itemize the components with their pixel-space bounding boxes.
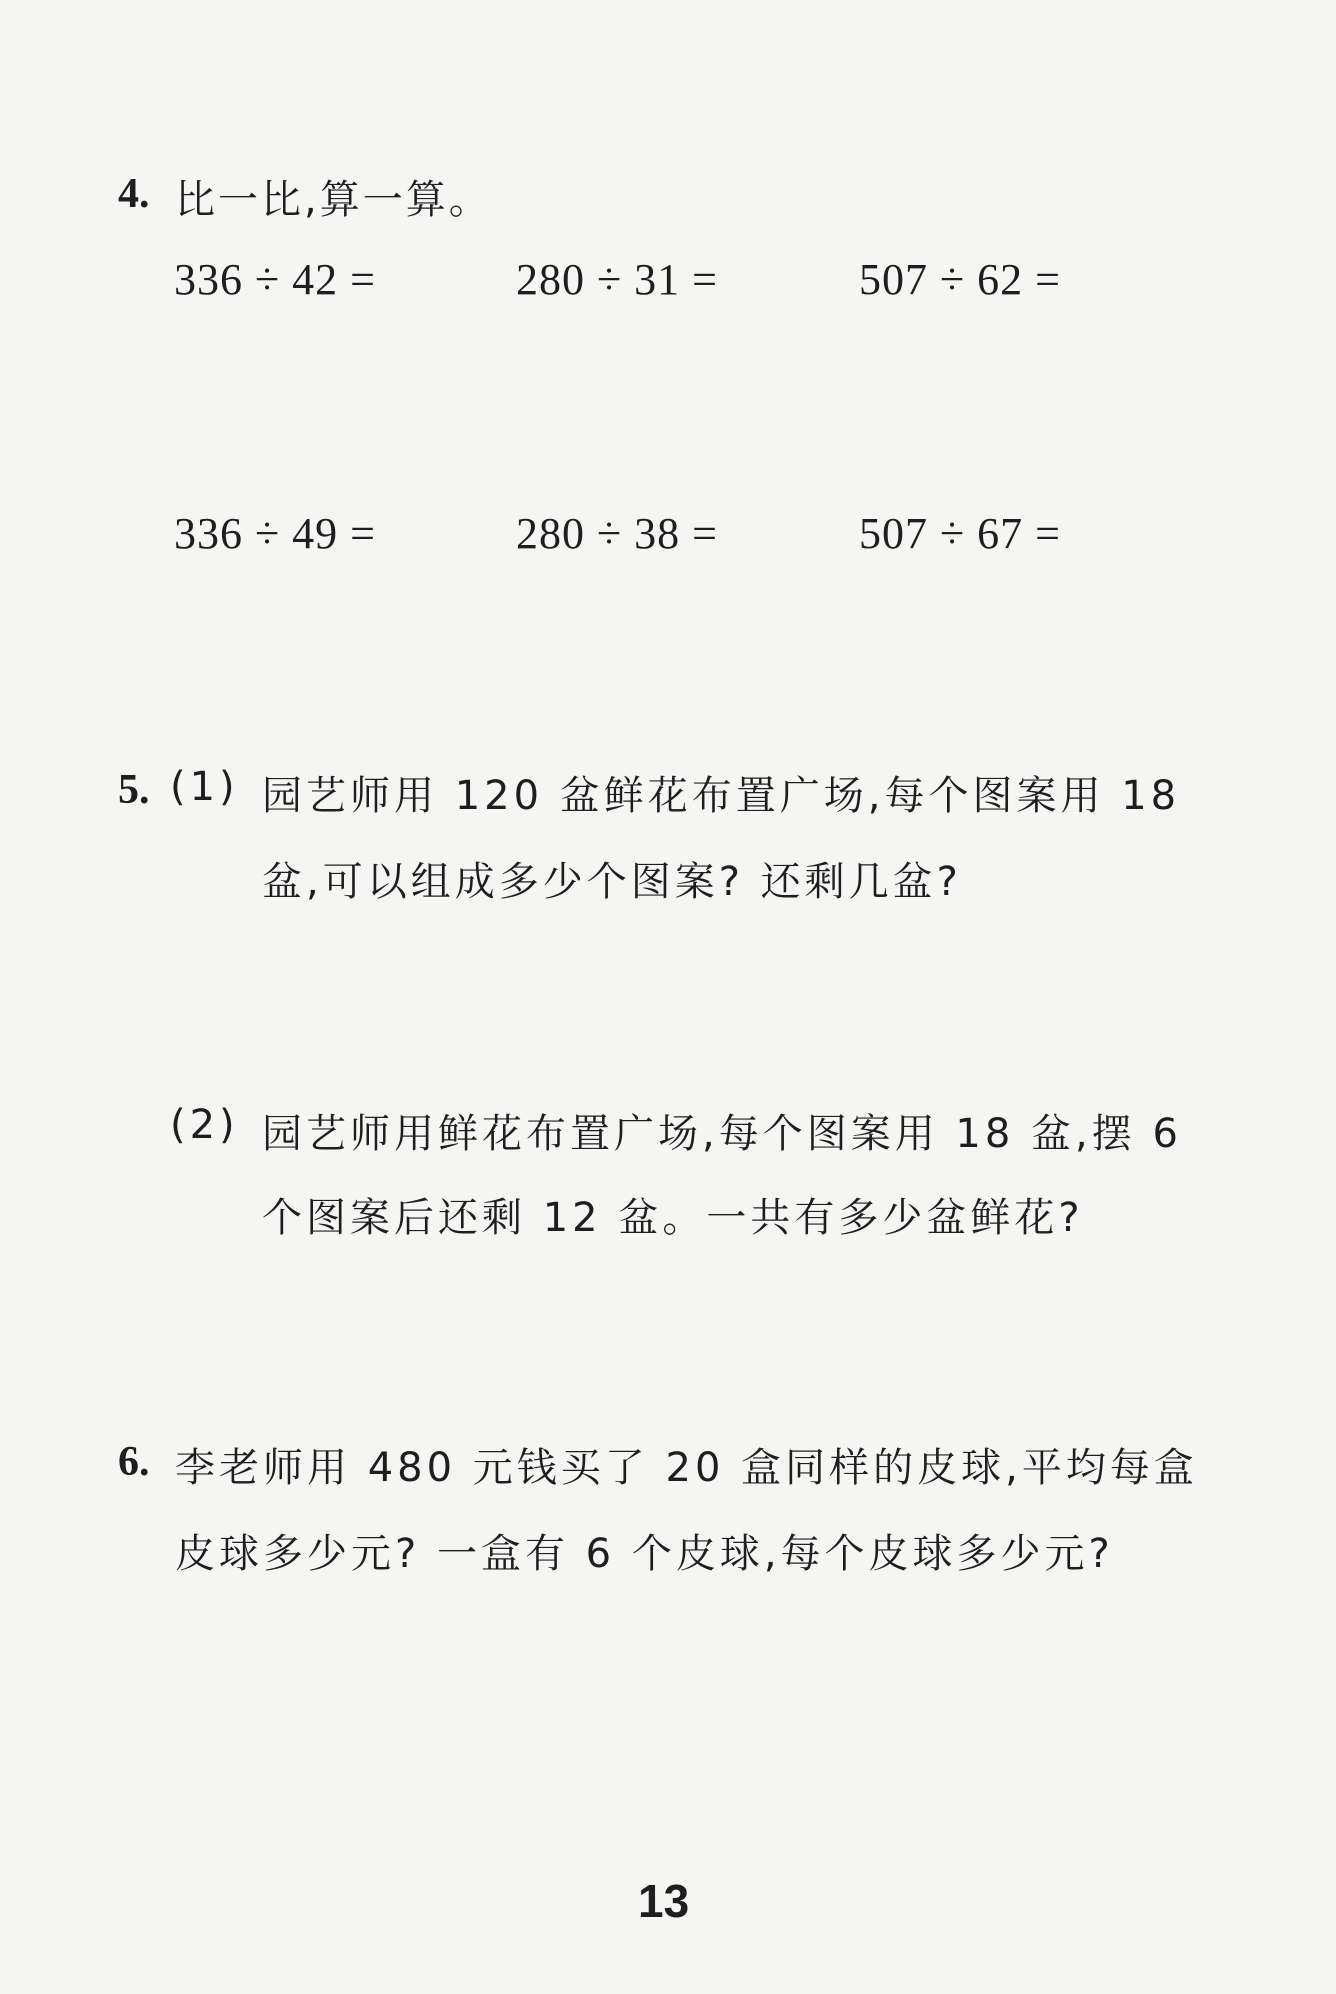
q5-part2-label: (2)	[170, 1102, 239, 1148]
q4-expression-3: 507 ÷ 62 =	[859, 255, 1061, 304]
q5-part1-label: (1)	[170, 764, 239, 810]
question-4-number: 4.	[118, 171, 150, 217]
q4-expression-5: 280 ÷ 38 =	[516, 509, 718, 558]
q4-expression-6: 507 ÷ 67 =	[859, 509, 1061, 558]
q4-expression-4: 336 ÷ 49 =	[174, 509, 376, 558]
question-6-number: 6.	[118, 1439, 150, 1485]
q4-expression-2: 280 ÷ 31 =	[516, 255, 718, 304]
q5-part1-line1: 园艺师用 120 盆鲜花布置广场,每个图案用 18	[262, 773, 1181, 819]
q5-part2-line1: 园艺师用鲜花布置广场,每个图案用 18 盆,摆 6	[262, 1111, 1182, 1157]
q6-line1: 李老师用 480 元钱买了 20 盒同样的皮球,平均每盒	[175, 1445, 1198, 1491]
q5-part2-line2: 个图案后还剩 12 盆。一共有多少盆鲜花?	[262, 1195, 1084, 1241]
page-number: 13	[638, 1875, 690, 1927]
q4-expression-1: 336 ÷ 42 =	[174, 255, 376, 304]
q6-line2: 皮球多少元? 一盒有 6 个皮球,每个皮球多少元?	[175, 1531, 1114, 1577]
question-4-title: 比一比,算一算。	[175, 177, 492, 223]
q5-part1-line2: 盆,可以组成多少个图案? 还剩几盆?	[262, 859, 962, 905]
question-5-number: 5.	[118, 767, 150, 813]
